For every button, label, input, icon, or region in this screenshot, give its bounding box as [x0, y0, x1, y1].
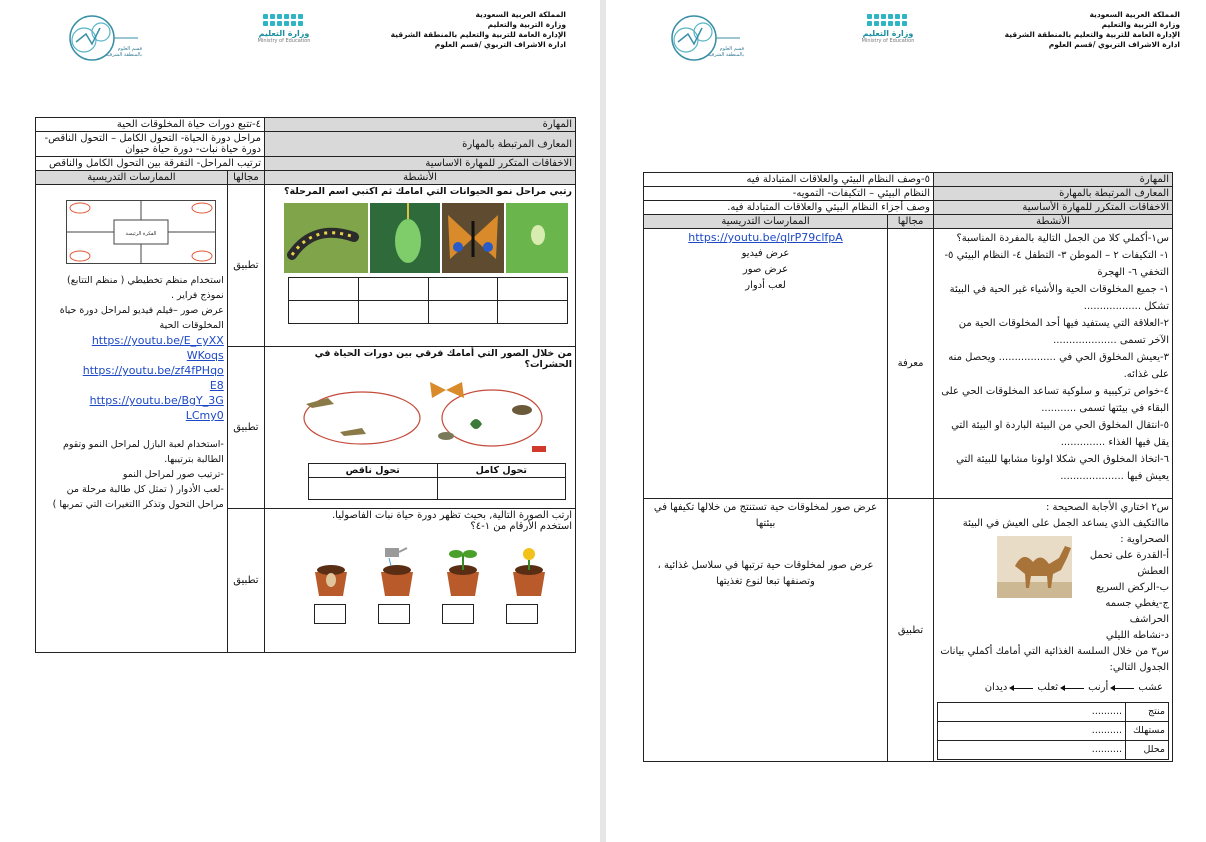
video-link-1-cont[interactable]: WKoqs — [186, 349, 224, 362]
q3-title: س٣ من خلال السلسة الغذائية التي أمامك أكملي بيانات الجدول التالي: — [940, 646, 1169, 673]
practice-roleplay: لعب أدوار — [745, 280, 786, 291]
moe-logo-ar: وزارة التعليم — [258, 29, 310, 38]
header-line: وزارة التربية والتعليم — [487, 20, 566, 29]
butterfly-photo — [442, 203, 504, 273]
sun-sprout-image — [509, 546, 549, 598]
errors-value: وصف أجزاء النظام البيئي والعلاقات المتبادلة فيه. — [644, 201, 934, 215]
watering-seed-image — [377, 546, 417, 598]
chain-grass: عشب — [1138, 682, 1163, 693]
practices-cell — [36, 185, 228, 653]
q1-item: ١- جميع المخلوقات الحية والأشياء غير الحية في البيئة تشكل .................. — [949, 284, 1169, 312]
domain-q2: تطبيق — [888, 499, 934, 762]
left-page — [0, 0, 600, 842]
skill-label: المهارة — [934, 173, 1173, 187]
practice-roleplay: -لعب الأدوار ( تمثل كل طالبة مرحلة من مراحل التحول وتذكر االتغيرات التي تمربها ) — [52, 484, 224, 510]
consumer-answer[interactable]: .......... — [938, 722, 1126, 741]
insect-life-cycles-diagram — [296, 380, 554, 454]
complete-header: تحول كامل — [437, 464, 566, 478]
chain-fox: ثعلب — [1037, 682, 1059, 693]
video-link-2[interactable]: https://youtu.be/zf4fPHqo — [82, 364, 224, 377]
stage-cell[interactable] — [428, 301, 498, 324]
q2-option-d[interactable]: د-نشاطه الليلي — [1105, 630, 1169, 641]
video-link-2-cont[interactable]: E8 — [209, 379, 224, 392]
col-activities: الأنشطة — [265, 171, 576, 185]
practices-q2 — [644, 499, 888, 762]
domain-1: تطبيق — [227, 185, 264, 347]
arrow-left-icon — [1011, 688, 1033, 689]
science-dept-logo — [56, 12, 142, 66]
moe-logo-ar: وزارة التعليم — [862, 29, 914, 38]
q2-option-a[interactable]: أ-القدرة على تحمل العطش — [1089, 550, 1169, 577]
skill-table-5 — [643, 172, 1173, 762]
insect-stage-photos — [284, 203, 568, 273]
activity-2-text: من خلال الصور التي أمامك فرقي بين دورات الحياة في الحشرات؟ — [314, 348, 572, 370]
q2-option-c[interactable]: ج-يغطي جسمه الحراشف — [1105, 598, 1169, 625]
ministry-header — [376, 10, 566, 50]
q1-item: ٢-العلاقة التي يستفيد فيها أحد المخلوقات الحية من الآخر تسمى .................... — [958, 318, 1169, 346]
activity-q1 — [934, 229, 1173, 499]
incomplete-header: تحول ناقص — [309, 464, 438, 478]
food-chain — [937, 680, 1163, 696]
right-page — [606, 0, 1206, 842]
header-line: ادارة الاشراف التربوي /قسم العلوم — [1048, 40, 1180, 49]
practice-video: عرض فيديو — [741, 248, 790, 259]
moe-logo — [856, 14, 920, 58]
domain-q1: معرفة — [888, 229, 934, 499]
activity-2 — [265, 347, 576, 509]
producer-label: منتج — [1126, 703, 1169, 722]
knowledge-label: المعارف المرتبطة بالمهارة — [265, 132, 576, 157]
video-link[interactable]: https://youtu.be/qlrP79clfpA — [688, 231, 843, 244]
q1-title: س١-أكملي كلا من الجمل التالية بالمفردة المناسبة؟ — [956, 233, 1169, 244]
caterpillar-photo — [284, 203, 368, 273]
col-practices: الممارسات التدريسية — [644, 215, 888, 229]
moe-logo-en: Ministry of Education — [861, 38, 915, 44]
science-logo-label: قسم العلوم بالمنطقة الشرقية — [707, 46, 744, 58]
practice-puzzle: -استخدام لعبة البازل لمراحل النمو وتقوم الطالبة بترتيبها. — [62, 439, 224, 465]
skill-table-4 — [35, 117, 576, 653]
col-domain: مجالها — [227, 171, 264, 185]
col-activities: الأنشطة — [934, 215, 1173, 229]
stage-cell[interactable] — [289, 278, 359, 301]
video-link-3[interactable]: https://youtu.be/BgY_3G — [89, 394, 224, 407]
knowledge-label: المعارف المرتبطة بالمهارة — [934, 187, 1173, 201]
q2-stem: ماالتكيف الذي يساعد الجمل على العيش في البيئة الصحراوية : — [962, 518, 1169, 545]
practice-images: عرض صور — [742, 264, 789, 275]
knowledge-value: مراحل دورة الحياة- التحول الكامل – التحول الناقص- دورة حياة نبات- دورة حياة حيوان — [36, 132, 265, 157]
stage-cell[interactable] — [289, 301, 359, 324]
domain-2: تطبيق — [227, 347, 264, 509]
skill-label: المهارة — [265, 118, 576, 132]
header-line: المملكة العربية السعودية — [475, 10, 566, 19]
bean-sprout-image — [443, 546, 483, 598]
stage-cell[interactable] — [498, 278, 568, 301]
decomposer-label: محلل — [1126, 741, 1169, 760]
practice-frayer: نموذج فراير . — [171, 290, 224, 301]
header-line: الإدارة العامة للتربية والتعليم بالمنطقة الشرقية — [390, 30, 566, 39]
q1-word-bank: ١- التكيفات ٢ – الموطن ٣- التطفل ٤- النظام البيئي ٥- التخفي ٦- الهجرة — [944, 250, 1169, 278]
errors-label: الاخفاقات المتكرر للمهارة الأساسية — [934, 201, 1173, 215]
sequence-organizer-diagram — [66, 200, 216, 264]
skill-value: ٥-وصف النظام البيئي والعلاقات المتبادلة فيه — [644, 173, 934, 187]
arrow-left-icon — [1112, 688, 1134, 689]
order-box[interactable] — [506, 604, 538, 624]
practice-food-chain-images: عرض صور لمخلوقات حية ترتبها في سلاسل غذائية ، وتصنفها تبعا لنوع تغذيتها — [657, 560, 874, 587]
knowledge-value: النظام البيئي – التكيفات- التمويه- — [644, 187, 934, 201]
activity-3 — [265, 509, 576, 653]
q1-item: ٣-يعيش المخلوق الحي في .................. ويحصل منه على غذائه. — [948, 352, 1169, 380]
q2-title: س٢ اختاري الأجابة الصحيحة : — [1046, 502, 1169, 513]
col-practices: الممارسات التدريسية — [36, 171, 228, 185]
q1-item: ٥-انتقال المخلوق الحي من البيئة الباردة او البيئة التي يقل فيها الغذاء .............. — [951, 420, 1169, 448]
ministry-header — [990, 10, 1180, 50]
q1-item: ٤-خواص تركيبية و سلوكية تساعد المخلوقات الحي على البقاء في بيئتها تسمى ........... — [941, 386, 1169, 414]
practice-sort-images: -ترتيب صور لمراحل النمو — [122, 469, 224, 480]
metamorphosis-table — [308, 463, 566, 500]
order-box[interactable] — [378, 604, 410, 624]
organizer-center-label: الفكرة الرئيسة — [125, 231, 157, 237]
practices-q1 — [644, 229, 888, 499]
domain-3: تطبيق — [227, 509, 264, 653]
chain-worms: ديدان — [984, 682, 1008, 693]
skill-value: ٤-تتبع دورات حياة المخلوقات الحية — [36, 118, 265, 132]
moe-logo-en: Ministry of Education — [257, 38, 311, 44]
egg-photo — [506, 203, 568, 273]
practice-adaptation-images: عرض صور لمخلوقات حية تستنتج من خلالها تكيفها في بيئتها — [653, 502, 878, 529]
video-link-1[interactable]: https://youtu.be/E_cyXX — [91, 334, 224, 347]
stage-cell[interactable] — [428, 278, 498, 301]
video-link-3-cont[interactable]: LCmy0 — [185, 409, 224, 422]
chain-rabbit: أرنب — [1088, 682, 1109, 693]
science-logo-label: قسم العلوم بالمنطقة الشرقية — [105, 46, 142, 58]
errors-value: ترتيب المراحل- التفرقة بين التحول الكامل والناقص — [36, 157, 265, 171]
errors-label: الاخفاقات المتكرر للمهارة الاساسية — [265, 157, 576, 171]
activity-1 — [265, 185, 576, 347]
col-domain: مجالها — [888, 215, 934, 229]
practice-organizer: استخدام منظم تخطيطي ( منظم التتابع) — [67, 275, 224, 286]
stage-cell[interactable] — [358, 278, 428, 301]
incomplete-answer-cell[interactable] — [309, 478, 438, 500]
complete-answer-cell[interactable] — [437, 478, 566, 500]
food-chain-table — [937, 702, 1169, 760]
science-dept-logo — [658, 12, 744, 66]
header-line: المملكة العربية السعودية — [1089, 10, 1180, 19]
decomposer-answer[interactable]: .......... — [938, 741, 1126, 760]
order-number-boxes — [298, 604, 554, 624]
bean-seed-image — [311, 546, 351, 598]
activity-1-text: رتبي مراحل نمو الحيوانات التي امامك ثم اكتبي اسم المرحلة؟ — [283, 186, 572, 197]
camel-photo — [997, 536, 1072, 598]
moe-logo — [252, 14, 316, 58]
q1-item: ٦-اتخاذ المخلوق الحي شكلا اولونا مشابها للبيئة التي يعيش فيها .................... — [956, 454, 1169, 482]
header-line: ادارة الاشراف التربوي /قسم العلوم — [434, 40, 566, 49]
header-line: الإدارة العامة للتربية والتعليم بالمنطقة الشرقية — [1004, 30, 1180, 39]
chrysalis-photo — [370, 203, 440, 273]
stage-cell[interactable] — [498, 301, 568, 324]
producer-answer[interactable]: .......... — [938, 703, 1126, 722]
consumer-label: مستهلك — [1126, 722, 1169, 741]
order-box[interactable] — [314, 604, 346, 624]
arrow-left-icon — [1062, 688, 1084, 689]
activity-q2-q3 — [934, 499, 1173, 762]
stage-cell[interactable] — [358, 301, 428, 324]
activity-3-instruction: استخدم الأرقام من ١-٤؟ — [470, 521, 572, 532]
practice-video: عرض صور –فيلم فيديو لمراحل دورة حياة المخلوقات الحية — [59, 305, 224, 331]
bean-growth-images — [298, 546, 562, 598]
header-line: وزارة التربية والتعليم — [1101, 20, 1180, 29]
stage-name-grid — [288, 277, 568, 324]
q2-option-b[interactable]: ب-الركض السريع — [1096, 582, 1169, 593]
activity-3-text: ارتب الصورة التالية, بحيث تظهر دورة حياة نبات الفاصوليا. — [331, 510, 572, 521]
order-box[interactable] — [442, 604, 474, 624]
